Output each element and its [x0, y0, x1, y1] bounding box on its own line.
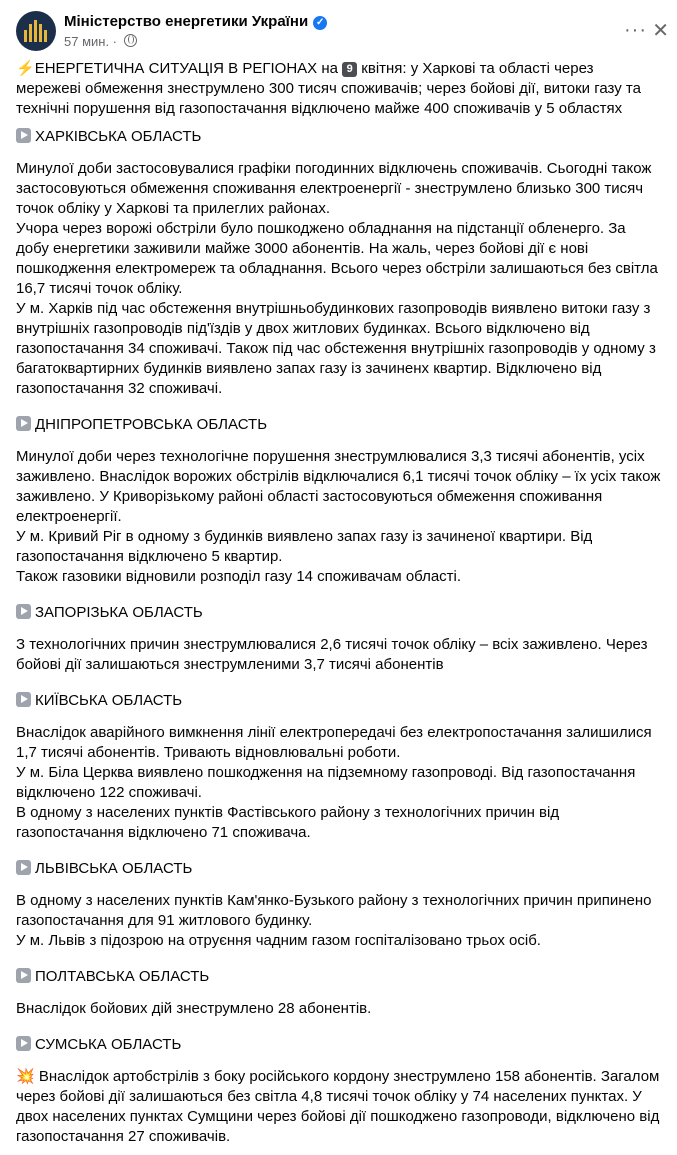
section-title: ЗАПОРІЗЬКА ОБЛАСТЬ	[35, 604, 203, 621]
section-paragraph: Минулої доби через технологічне порушення знеструмлювалися 3,3 тисячі абонентів, усіх заживлено. Внаслідок ворожих обстрілів відключалися 6,1 тисячі точок обліку – їх усіх також заживлено. У Криворізькому районі області застосовуються обмеження споживання електроенергії.	[16, 448, 661, 525]
lightning-icon: ⚡	[16, 60, 35, 77]
section-heading	[16, 859, 662, 879]
section-spacer	[16, 951, 662, 959]
section-paragraph: В одному з населених пунктів Кам'янко-Бузького району з технологічних причин припинено газопостачання для 91 житлового будинку.	[16, 892, 652, 929]
play-button-icon	[16, 604, 31, 619]
section-spacer	[16, 399, 662, 407]
section-paragraph: Також газовики відновили розподіл газу 14 споживачам області.	[16, 568, 462, 585]
play-button-icon	[16, 692, 31, 707]
section-heading	[16, 691, 662, 711]
section-paragraph: З технологічних причин знеструмлювалися 2,6 тисячі точок обліку – всіх заживлено. Через бойові дії залишаються знеструмленими 3,7 тисячі абонентів	[16, 636, 648, 673]
section-paragraph: У м. Львів з підозрою на отруєння чадним газом госпіталізовано трьох осіб.	[16, 932, 541, 949]
post-body	[16, 59, 662, 1155]
section-paragraph-text: Внаслідок артобстрілів з боку російського кордону знеструмлено 158 абонентів. Загалом через бойові дії залишаються без світла 4,8 тисячі точок обліку у 74 населених пунктах. У двох населених пунктах Сумщини через бойові дії пошкоджено газопроводи, відключено від газопостачання 27 споживачів.	[16, 1068, 660, 1145]
post-intro	[16, 59, 662, 119]
page-avatar[interactable]	[16, 11, 56, 51]
section-paragraph: У м. Біла Церква виявлено пошкодження на підземному газопроводі. Від газопостачання відключено 122 споживачі.	[16, 764, 636, 801]
section-title: СУМСЬКА ОБЛАСТЬ	[35, 1036, 182, 1053]
section-spacer	[16, 843, 662, 851]
section-spacer	[16, 587, 662, 595]
section-spacer	[16, 675, 662, 683]
more-options-icon[interactable]: ···	[624, 19, 647, 41]
play-button-icon	[16, 968, 31, 983]
play-button-icon	[16, 1036, 31, 1051]
play-button-icon	[16, 416, 31, 431]
section-title: ДНІПРОПЕТРОВСЬКА ОБЛАСТЬ	[35, 416, 268, 433]
collision-icon: 💥	[16, 1068, 39, 1085]
section-heading	[16, 603, 662, 623]
section-paragraph: Внаслідок аварійного вимкнення лінії електропередачі без електропостачання залишилися 1,7 тисячі абонентів. Тривають відновлювальні роботи.	[16, 724, 652, 761]
post-meta: 57 мин. ·	[64, 34, 137, 49]
keycap-nine-icon: 9	[342, 62, 357, 77]
section-title: ПОЛТАВСЬКА ОБЛАСТЬ	[35, 968, 210, 985]
page-name-row	[64, 13, 327, 30]
section-paragraph	[16, 1067, 662, 1147]
section-paragraph: У м. Харків під час обстеження внутрішньобудинкових газопроводів виявлено витоки газу з внутрішніх газопроводів під'їздів у двох житлових будинках. Всього відключено від газопостачання 34 споживачі. Також під час обстеження внутрішніх газопроводів у одному з багатоквартирних будинків виявлено запах газу із зачиненх квартир. Відключено від газопостачання 32 споживачі.	[16, 300, 656, 397]
section-paragraph: Минулої доби застосовувалися графіки погодинних відключень споживачів. Сьогодні також застосовуються обмеження споживання електроенергії - знеструмлено близько 300 тисяч точок обліку у Харкові та прилеглих районах.	[16, 160, 652, 217]
post-time[interactable]: 57 мин.	[64, 34, 110, 49]
sections	[16, 127, 662, 1155]
section-spacer	[16, 1147, 662, 1155]
section-title: ЛЬВІВСЬКА ОБЛАСТЬ	[35, 860, 193, 877]
section-heading	[16, 127, 662, 147]
page-name-link[interactable]: Міністерство енергетики України	[64, 13, 309, 30]
section-title: КИЇВСЬКА ОБЛАСТЬ	[35, 692, 183, 709]
section-heading	[16, 1035, 662, 1055]
section-spacer	[16, 1019, 662, 1027]
section-title: ХАРКІВСЬКА ОБЛАСТЬ	[35, 128, 202, 145]
section-paragraph: В одному з населених пунктів Фастівського району з технологічних причин від газопостачання відключено 71 споживача.	[16, 804, 560, 841]
play-button-icon	[16, 860, 31, 875]
section-paragraph: Учора через ворожі обстріли було пошкоджено обладнання на підстанції обленерго. За добу енергетики заживили майже 3000 абонентів. На жаль, через бойові дії є нові пошкодження електромереж та обладнання. Всього через обстріли залишаються без світла 16,7 тисячі точок обліку.	[16, 220, 658, 297]
intro-text-post: квітня: у Харкові та області через мережеві обмеження знеструмлено 300 тисяч споживачів; через бойові дії, витоки газу та технічні порушення від газопостачання відключено майже 400 споживачів у 5 областях	[16, 60, 641, 117]
play-button-icon	[16, 128, 31, 143]
verified-badge-icon: ✓	[313, 16, 327, 30]
intro-text-pre: ЕНЕРГЕТИЧНА СИТУАЦІЯ В РЕГІОНАХ на	[34, 60, 343, 77]
section-heading	[16, 415, 662, 435]
globe-icon	[124, 34, 137, 47]
section-heading	[16, 967, 662, 987]
post-header	[0, 0, 677, 58]
close-icon[interactable]: ✕	[652, 20, 669, 42]
section-paragraph: Внаслідок бойових дій знеструмлено 28 абонентів.	[16, 1000, 372, 1017]
section-paragraph: У м. Кривий Ріг в одному з будинків виявлено запах газу із зачиненої квартири. Від газопостачання відключено 5 квартир.	[16, 528, 593, 565]
